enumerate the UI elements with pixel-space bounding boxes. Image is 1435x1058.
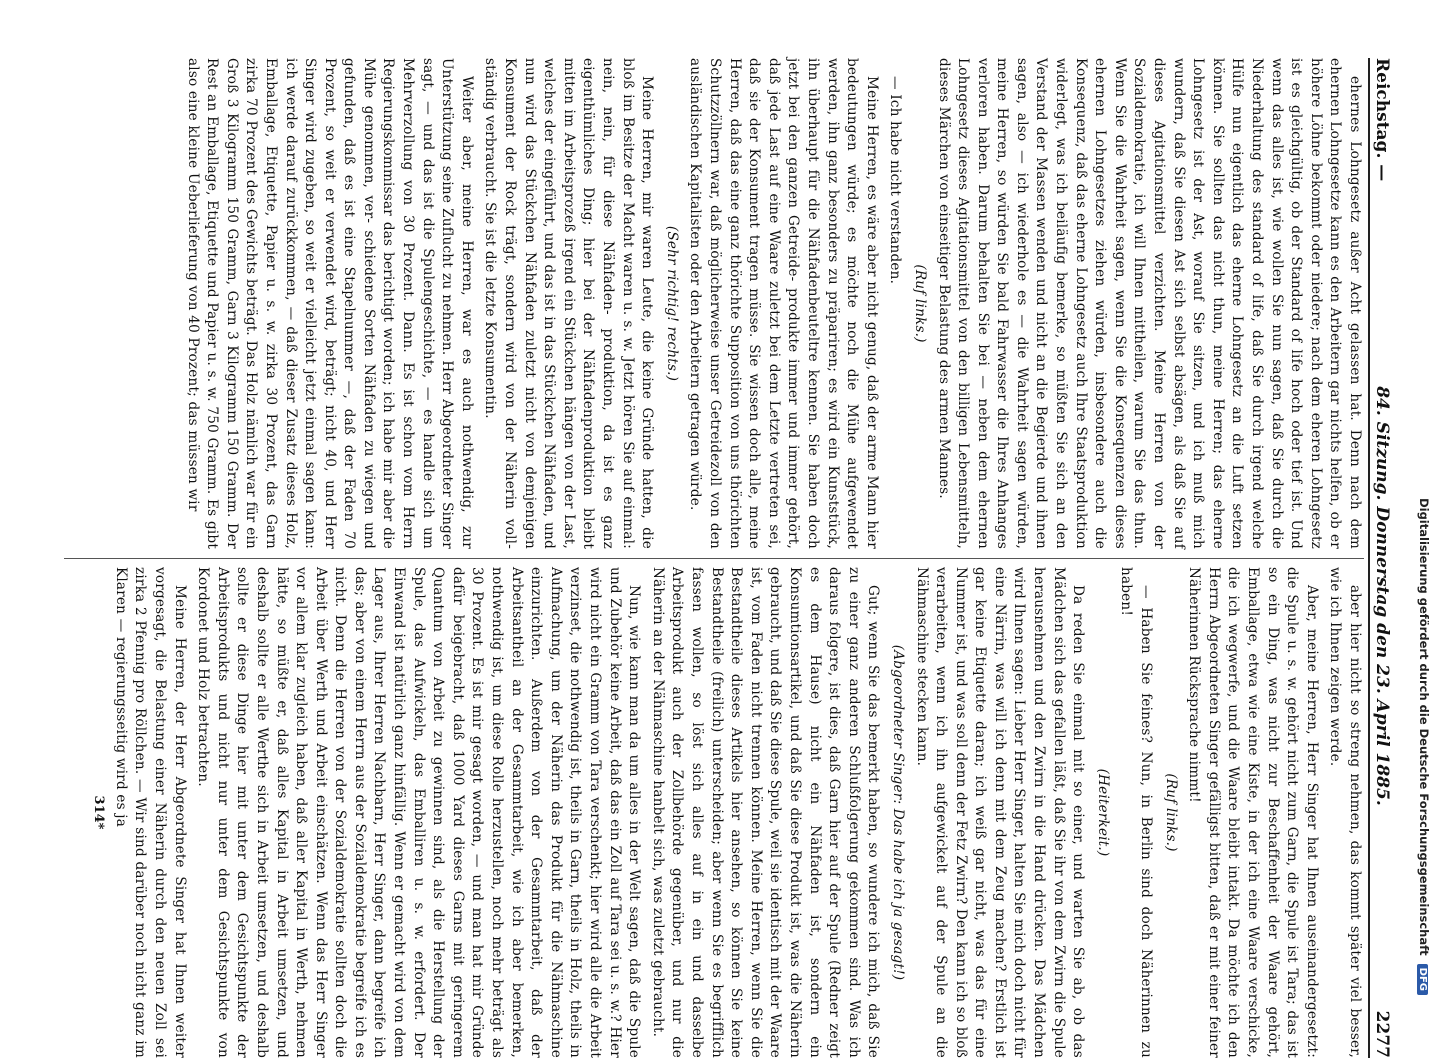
paragraph: Meine Herren, es wäre aber nicht genug, daß der arme Mann hier bedeutungen würde; es möchte noch die Mühe aufgewendet werden, ihn ganz besonders zu präpariren; es wird ein Kunststück, ihn überhaupt für die Nähfadenbeuteltre kennen. Sie haben doch jetzt bei den ganzen Getreide- produkte immer und immer gehört, daß jede Last auf eine Waare zuletzt bei dem Letzte vertreten sei, daß sie der Konsument tragen müsse. Sie wissen doch alle, meine Herren, daß das eine ganz thörichte Supposition von uns thörichten Schutzzöllnern war, daß möglicherweise unser Getreidezoll von den ausländischen Kapitalisten oder den Arbeitern getragen würde. — [687, 58, 880, 549]
paragraph: Da reden Sie einmal mit so einer, und warten Sie ab, ob das Mädchen sich das gefallen läßt, daß Sie ihr von dem Zwirn die Spule herausnehmen und den Zwirn in die Hand drücken. Das Mädchen wird Ihnen sagen: Lieber Herr Singer, halten Sie mich doch nicht für eine Närrin, was will ich denn mit dem Zeug machen? Erstlich ist gar keine Etiquette daran; ich weiß gar nicht, was das für eine Nummer ist, und was soll denn der Fetz Zwirn? Den kann ich so bloß verarbeiten, wenn ich ihn aufgewickelt auf der Spule an die Nähmaschine stecken kann. — [913, 567, 1087, 1058]
stage-remark: (Heiterkeit.) — [1094, 768, 1111, 857]
digitization-note — [1395, 20, 1435, 995]
rotated-newspaper-page — [42, 58, 1402, 1058]
paragraph: Nun, wie kann man da um alles in der Welt sagen, daß die Spule und Zubehör keine Arbeit, daß das ein Zoll auf Tara sei u. s. w.? Hier wird nicht ein Gramm von Tara verschenkt; hier wird alle die Arbeit verzinset, die nothwendig ist, theils in Garn, theils in Holz, theils in Aufmachung, um der Näherin das Produkt für die Nähmaschine einzurichten. Außerdem von der Gesammtarbeit, daß der Arbeitsantheil an der Gesammtarbeit, wie ich aber bemerken, nothwendig ist, um diese Rolle herzustellen, noch mehr beträgt als 30 Prozent. Es ist mir gesagt worden, — und man hat mir Gründe dafür beigebracht, daß 1000 Yard dieses Garns mit geringerem Quantum von Arbeit zu gewinnen sind, als die Herstellung der Spule, das Aufwickeln, das Emballiren u. s. w. erfordert. Der Einwand ist natürlich ganz hinfällig. Wenn er gemacht wird von dem Lager aus, Ihrer Herren Nachbarn, Herr Singer, dann begreife ich das; aber von einem Herrn aus der Sozialdemokratie begreife ich es nicht. Denn die Herren von der Sozialdemokratie sollten doch die Arbeit über Werth und Arbeit einschätzen. Wenn das Herr Singer vor allem klar zugleich haben, daß aller Kapital in Werth, nehmen hätte, so müßte er, daß alles Kapital in Arbeit umsetzen, und deshalb sollte er alle Werthe sich in Arbeit umsetzen, und deshalb sollte er diese Dinge hier mit unter dem Gesichtspunkte der Arbeitsprodukts und nicht nur unter dem Gesichtspunkte von Kordonet und Holz betrachten. — [195, 567, 643, 1058]
paragraph: ehernes Lohngesetz außer Acht gelassen hat. Denn nach dem ehernen Lohngesetze kann es den Arbeitern gar nichts helfen, ob er höhere Löhne bekommt oder niedere; nach dem eheren Lohngesetz ist es gleichgültig, ob der Standard of life hoch oder tief ist. Und wenn das alles ist, wie wollen Sie nun sagen, daß Sie durch die Niederhaltung des standard of life, daß Sie durch irgend welche Hülfe nun eigentlich das eherne Lohngesetz an die Luft setzen können. Sie sollten das nicht thun, meine Herren; das eherne Lohngesetz ist der Ast, worauf Sie sitzen, und ich muß mich wundern, daß Sie diesen Ast sich selbst absägen, als daß Sie auf dieses Agitationsmittel verzichten. Meine Herren von der Sozialdemokratie, ich will Ihnen mittheilen, warum Sie das thun. Wenn Sie die Wahrheit sagen, wenn Sie die Konsequenzen dieses ehernen Lohngesetzes ziehen würden, insbesondere auch die Konsequenz, daß das eherne Lohngesetz auch Ihre Staatsproduktion widerlegt, was ich beiläufig bemerke, so müßten Sie sich an den Verstand der Massen wenden und nicht an die Begierde und ihnen sagen, also — ich wiederhole es — die Wahrheit sagen würden, meine Herren, so würden Sie bald Fahrwasser die Ihres Anhanges verloren haben. Darum behalten Sie bei — neben dem ehernen Lohngesetz dieses Agitationsmittel von den billigen Lebensmitteln, dieses Märchen von einseitiger Belastung des armen Mannes. — [935, 58, 1363, 549]
stage-remark: (Ruf links.) — [911, 264, 928, 343]
text-columns — [64, 58, 1364, 1058]
paragraph: Gut; wenn Sie das bemerkt haben, so wundere ich mich, daß Sie zu einer ganz anderen Schlußfolgerung gekommen sind. Was ich daraus folgere, ist dies, daß Garn hier auf der Spule (Redner zeigt es dem Hause) nicht ein Nähfaden ist, sondern ein Konsumtionsartikel, und daß Sie diese Produkt ist, was die Näherin gebraucht, und daß Sie diese Spule, weil sie identisch mit der Waare ist, vom Faden nicht trennen können. Meine Herren, wenn Sie die Bestandtheile dieses Artikels hier ansehen, so können Sie keine Bestandtheile (freilich) unterscheiden; aber wenn Sie es begrifflich fassen wollen, so löst sich alles auf in ein und dasselbe Arbeitsprodukt auch der Zollbehörde gegenüber, und nur die Näherin an der Nähmaschine hanbelt sich, was zuletzt gebraucht. — [649, 567, 882, 1058]
header-left: Reichstag. — — [1372, 58, 1392, 182]
column-left — [64, 58, 1364, 549]
column-right — [64, 567, 1364, 1058]
page-number: 2277 — [1372, 1010, 1392, 1058]
paragraph: Aber, meine Herren, Herr Singer hat Ihnen auseinandergesetzt: die Spule u. s. w. gehört nicht zum Garn, die Spule ist Tara; das ist so ein Ding, was nicht zur Beschaffenheit der Waare gehört, Emballage, etwa wie eine Kiste, in der ich eine Waare verschicke, die ich wegwerfe, und die Waare bleibt intakt. Da möchte ich den Herrn Abgeordneten Singer gefälligst bitten, daß er mit einer feiner Näherinnen Rücksprache nimmt! — [1186, 567, 1320, 1058]
paragraph: Meine Herren, mir waren Leute, die keine Gründe hatten, die bloß im Besitze der Macht waren u. s. w. Jetzt hören Sie auf einmal: nein, nein, für diese Nähfaden- produktion, da ist es ganz eigenthümliches Ding; hier bei der Nähfadenproduktion bleibt mitten im Arbeitsprozeß irgend ein Stückchen hängen von der Last, welches der eingeführt, und das ist in das Stückchen Nähfaden, und nun wird das Stückchen Nähfaden zuletzt nicht von demjenigen Konsument der Rock trägt, sondern wird von der Näherin voll- ständig verbraucht. Sie ist die letzte Konsumentin. — [482, 58, 656, 549]
paragraph: Meine Herren, der Herr Abgeordnete Singer hat Ihnen weiter vorgesagt, die Belastung einer Näherin durch den neuen Zoll sei zirka 2 Pfennig pro Röllchen. — Wir sind darüber noch nicht ganz im Klaren — regierungsseitig wird es ja — [112, 567, 188, 1058]
paragraph: aber hier nicht so streng nehmen, das kommt später viel besser, wie ich Ihnen zeigen werde. — [1327, 567, 1363, 1058]
signature-mark: 314* — [91, 795, 107, 830]
digitization-note-text: Digitalisierung gefördert durch die Deutsche Forschungsgemeinschaft — [1417, 498, 1431, 956]
paragraph: — Ich habe nicht verstanden. — [887, 76, 904, 285]
stage-remark: (Abgeordneter Singer: Das habe ich ja gesagt!) — [889, 644, 906, 981]
stage-remark: (Sehr richtig! rechts.) — [663, 225, 680, 382]
dfg-logo: DFG — [1417, 964, 1428, 995]
header-center: 84. Sitzung. Donnerstag den 23. April 1885. — [1372, 386, 1392, 806]
paragraph: — Haben Sie feines? Nun, in Berlin sind doch Näherinnen zu haben! — [1118, 567, 1155, 1058]
stage-remark: (Ruf links.) — [1162, 773, 1179, 852]
header-rule — [1368, 58, 1370, 1058]
paragraph: Weiter aber, meine Herren, war es auch nothwendig, zur Unterstützung seine Zuflucht zu nehmen. Herr Abgeordneter Singer sagt, — und das ist die Spulengeschichte, — es handle sich um Mehrverzollung von 30 Prozent. Dann. Es ist schon vom Herrn Regierungskommissar das berichtigt worden; ich habe mir aber die Mühe genommen, ver- schiedene Sorten Nähfaden zu wiegen und gefunden, daß es ist eine Stapelnummer —, daß der Faden 70 Prozent, so weit er verwendet wird, beträgt; nicht 40, und Herr Singer wird zugeben, so weit er vielleicht jetzt einmal sagen kann: ich werde darauf zurückkommen, — daß dieser Zusatz dieses Holz, Emballage, Etiquette, Papier u. s. w. zirka 30 Prozent, das Garn zirka 70 Prozent des Gewichts beträgt. Das Holz nämlich war für ein Groß 3 Kilogramm 150 Gramm, Garn 3 Kilogramm 150 Gramm. Der Rest an Emballage, Etiquette und Papier u. s. w. 750 Gramm. Es gibt also eine kleine Ueberlieferung von 40 Prozent; das müssen wir — [184, 58, 475, 549]
